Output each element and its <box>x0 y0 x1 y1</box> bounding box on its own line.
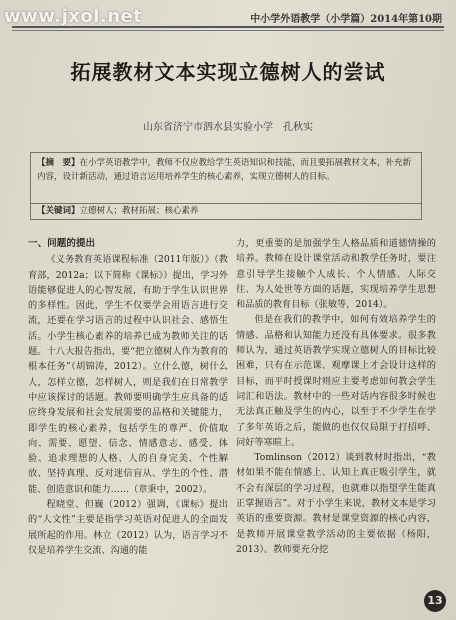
body-paragraph: 《义务教育英语课程标准（2011年版）》（教育部，2012a；以下简称《课标》）提出，学习外语能够促进人的心智发展，有助于学生认识世界的多样性。因此，学生不仅要学会用语言进行交流，还要在学习语言的过程中认识社会、感悟生活。小学生核心素养的培养已成为教师关注的话题。十八大报告指出，要“把立德树人作为教育的根本任务”（胡锦涛，2012）。立什么德，树什么人，怎样立德，怎样树人，则是我们在日常教学中应该探讨的话题。教师要明确学生应具备的适应终身发展和社会发展需要的品格和关键能力，即学生的核心素养，包括学生的尊严、价值取向、需要、愿望、信念、情感意志、感受、体验、追求理想的人格、人的自身完美、个性解放、坚持真理、反对迷信盲从、学生的个性、潜能、创造意识和能力……（章秉中，2002）。 <box>28 254 228 495</box>
page-number: 13 <box>424 590 446 612</box>
abstract-box <box>30 152 422 204</box>
body-paragraph: 但是在我们的教学中，如何有效培养学生的情感、品格和认知能力还没有具体要求。很多教师认为，通过英语教学实现立德树人的目标比较困难，只有在示范课、观摩课上才会设计这样的目标，而平时授课时则应主要考虑如何教会学生词汇和语法。教材中的一些对话内容很多时候也无法真正触及学生的内心，以至于不少学生在学了多年英语之后，能做的也仅仅局限于打招呼、问好等寒暄上。 <box>236 314 436 448</box>
body-paragraph: 程晓堂、但巍（2012）强调，《课标》提出的“人文性”主要是指学习英语对促进人的全面发展所起的作用。林立（2012）认为，语言学习不仅是培养学生交流、沟通的能 <box>28 499 228 556</box>
keywords-box <box>30 204 422 220</box>
right-column <box>236 236 436 557</box>
abstract-text: 在小学英语教学中，教师不仅应教给学生英语知识和技能，而且要拓展教材文本，补充新内容，设计新活动，通过语言运用培养学生的核心素养，实现立德树人的目标。 <box>37 158 412 182</box>
body-paragraph: Tomlinson（2012）谈到教材时指出，“教材如果不能在情感上、认知上真正吸引学生，就不会有深层的学习过程，也就难以指望学生能真正掌握语言”。对于小学生来说，教材文本是学习英语的重要资源。教材是课堂资源的核心内容，是教师开展课堂教学活动的主要依据（杨阳，2013）。教师要充分挖 <box>236 452 436 555</box>
keywords-label: 【关键词】 <box>37 206 80 216</box>
header-rule <box>12 26 444 28</box>
left-column <box>28 236 228 558</box>
watermark: www.jxol.net <box>4 6 143 27</box>
header-rule-thin <box>12 30 444 31</box>
article-title: 拓展教材文本实现立德树人的尝试 <box>70 60 386 84</box>
section-heading: 一、问题的提出 <box>28 238 96 249</box>
author-affiliation: 山东省济宁市泗水县实验小学 孔秋实 <box>143 122 313 133</box>
abstract-label: 【摘 要】 <box>37 158 80 168</box>
keywords-text: 立德树人；教材拓展；核心素养 <box>79 206 199 216</box>
body-paragraph: 力，更重要的是加强学生人格品质和道德情操的培养。教师在设计课堂活动和教学任务时，要注意引导学生接触个人成长、个人情感、人际交往、为人处世等方面的话题，实现培养学生思想和品质的教育目标（张敏等，2014）。 <box>236 238 436 311</box>
journal-header: 中小学外语教学（小学篇）2014年第10期 <box>250 14 442 25</box>
